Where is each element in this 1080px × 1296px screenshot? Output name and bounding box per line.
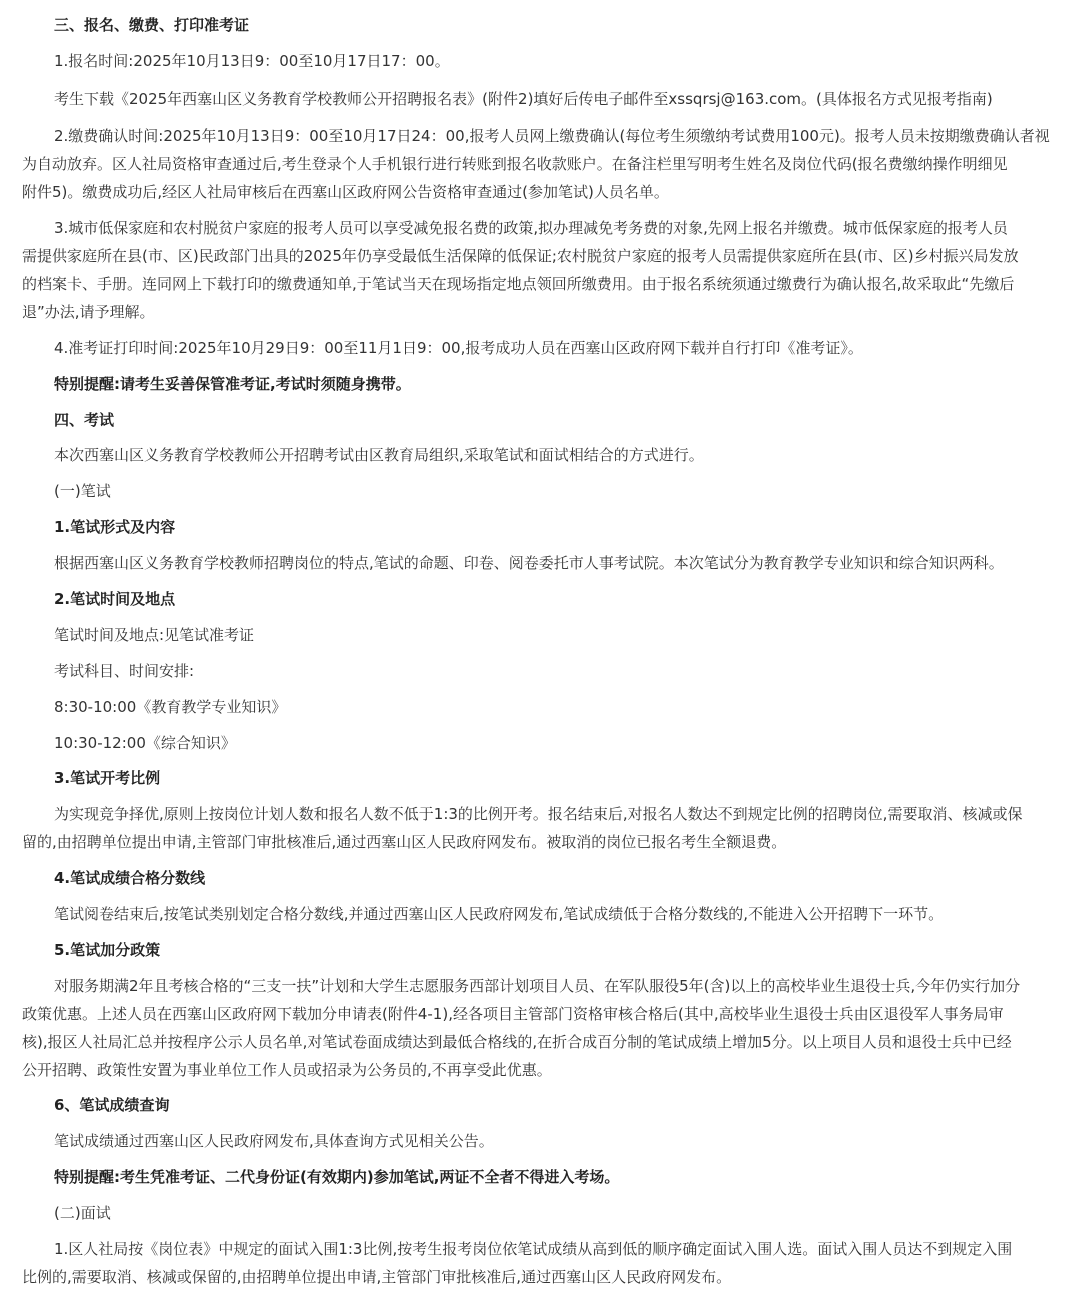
special-reminder-id: 特别提醒:考生凭准考证、二代身份证(有效期内)参加笔试,两证不全者不得进入考场。 [54,1168,620,1186]
written-format-title: 1.笔试形式及内容 [54,518,176,536]
exam-schedule-label: 考试科目、时间安排: [54,662,195,680]
section-heading-registration: 三、报名、缴费、打印准考证 [54,16,250,34]
exam-schedule-item: 8:30-10:00《教育教学专业知识》 [54,698,287,716]
admission-ticket-print-time: 4.准考证打印时间:2025年10月29日9：00至11月1日9：00,报考成功人员在西塞山区政府网下载并自行打印《准考证》。 [54,339,863,357]
bonus-policy-paragraph-line: 核),报区人社局汇总并按程序公示人员名单,对笔试卷面成绩达到最低合格线的,在折合成百分制的笔试成绩上增加5分。以上项目人员和退役士兵中已经 [22,1033,1012,1051]
exam-ratio-paragraph-line: 留的,由招聘单位提出申请,主管部门审批核准后,通过西塞山区人民政府网发布。被取消的岗位已报名考生全额退费。 [22,833,787,851]
passing-score-title: 4.笔试成绩合格分数线 [54,869,206,887]
written-exam-title: (一)笔试 [54,482,111,500]
bonus-policy-paragraph-line: 政策优惠。上述人员在西塞山区政府网下载加分申请表(附件4-1),经各项目主管部门资格审核合格后(其中,高校毕业生退役士兵由区退役军人事务局审 [22,1005,1004,1023]
bonus-policy-title: 5.笔试加分政策 [54,941,161,959]
fee-waiver-paragraph-line: 需提供家庭所在县(市、区)民政部门出具的2025年仍享受最低生活保障的低保证;农村脱贫户家庭的报考人员需提供家庭所在县(市、区)乡村振兴局发放 [22,247,1019,265]
exam-ratio-paragraph-line: 为实现竞争择优,原则上按岗位计划人数和报名人数不低于1:3的比例开考。报名结束后,对报名人数达不到规定比例的招聘岗位,需要取消、核减或保 [54,805,1023,823]
bonus-policy-paragraph-line: 公开招聘、政策性安置为事业单位工作人员或招录为公务员的,不再享受此优惠。 [22,1061,552,1079]
written-format-text: 根据西塞山区义务教育学校教师招聘岗位的特点,笔试的命题、印卷、阅卷委托市人事考试院。本次笔试分为教育教学专业知识和综合知识两科。 [54,554,1004,572]
registration-time: 1.报名时间:2025年10月13日9：00至10月17日17：00。 [54,52,450,70]
fee-waiver-paragraph-line: 3.城市低保家庭和农村脱贫户家庭的报考人员可以享受减免报名费的政策,拟办理减免考务费的对象,先网上报名并缴费。城市低保家庭的报考人员 [54,219,1008,237]
fee-waiver-paragraph-line: 退”办法,请予理解。 [22,303,155,321]
registration-form-note: 考生下载《2025年西塞山区义务教育学校教师公开招聘报名表》(附件2)填好后传电子邮件至xssqrsj@163.com。(具体报名方式见报考指南) [54,90,993,108]
interview-paragraph-line: 比例的,需要取消、核减或保留的,由招聘单位提出申请,主管部门审批核准后,通过西塞山区人民政府网发布。 [22,1268,732,1286]
payment-paragraph-line: 为自动放弃。区人社局资格审查通过后,考生登录个人手机银行进行转账到报名收款账户。在备注栏里写明考生姓名及岗位代码(报名费缴纳操作明细见 [22,155,1008,173]
section-heading-exam: 四、考试 [54,411,115,429]
exam-intro: 本次西塞山区义务教育学校教师公开招聘考试由区教育局组织,采取笔试和面试相结合的方式进行。 [54,446,704,464]
payment-paragraph-line: 附件5)。缴费成功后,经区人社局审核后在西塞山区政府网公告资格审查通过(参加笔试)人员名单。 [22,183,669,201]
written-time-title: 2.笔试时间及地点 [54,590,176,608]
bonus-policy-paragraph-line: 对服务期满2年且考核合格的“三支一扶”计划和大学生志愿服务西部计划项目人员、在军队服役5年(含)以上的高校毕业生退役士兵,今年仍实行加分 [54,977,1021,995]
score-query-text: 笔试成绩通过西塞山区人民政府网发布,具体查询方式见相关公告。 [54,1132,494,1150]
written-time-location: 笔试时间及地点:见笔试准考证 [54,626,255,644]
exam-ratio-title: 3.笔试开考比例 [54,769,161,787]
special-reminder-ticket: 特别提醒:请考生妥善保管准考证,考试时须随身携带。 [54,375,411,393]
exam-schedule-item: 10:30-12:00《综合知识》 [54,734,236,752]
fee-waiver-paragraph-line: 的档案卡、手册。连同网上下载打印的缴费通知单,于笔试当天在现场指定地点领回所缴费用。由于报名系统须通过缴费行为确认报名,故采取此“先缴后 [22,275,1015,293]
interview-title: (二)面试 [54,1204,111,1222]
payment-paragraph-line: 2.缴费确认时间:2025年10月13日9：00至10月17日24：00,报考人员网上缴费确认(每位考生须缴纳考试费用100元)。报考人员未按期缴费确认者视 [54,127,1050,145]
score-query-title: 6、笔试成绩查询 [54,1096,170,1114]
passing-score-text: 笔试阅卷结束后,按笔试类别划定合格分数线,并通过西塞山区人民政府网发布,笔试成绩低于合格分数线的,不能进入公开招聘下一环节。 [54,905,944,923]
interview-paragraph-line: 1.区人社局按《岗位表》中规定的面试入围1:3比例,按考生报考岗位依笔试成绩从高到低的顺序确定面试入围人选。面试入围人员达不到规定入围 [54,1240,1013,1258]
